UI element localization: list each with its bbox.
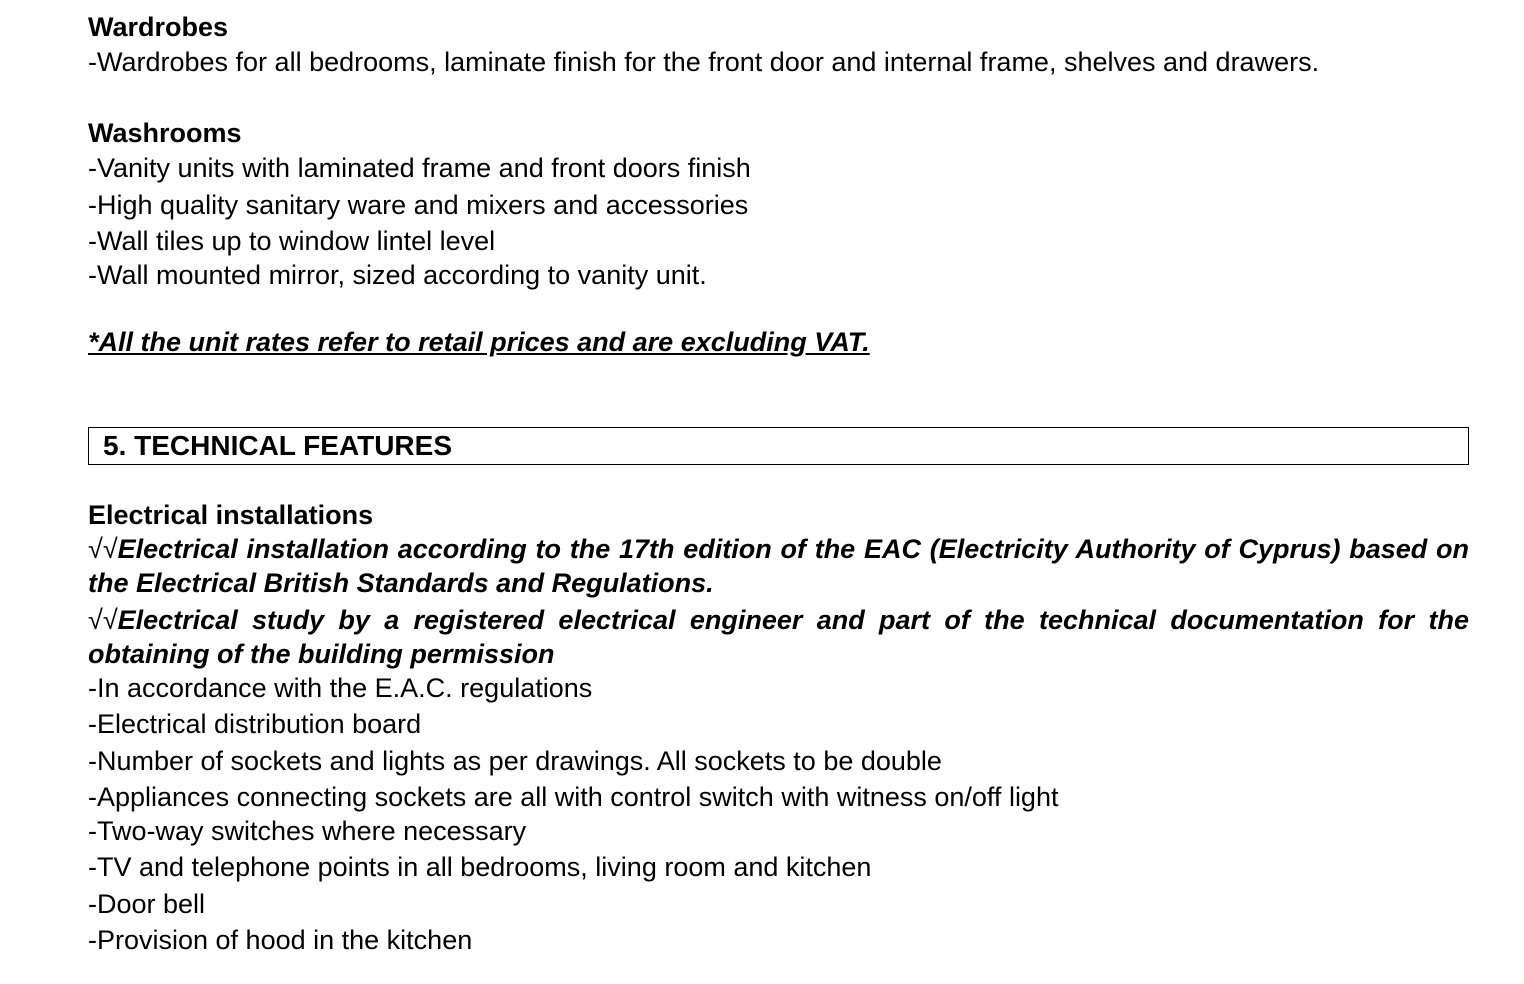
electrical-item: -Appliances connecting sockets are all with control switch with witness on/off light (88, 782, 1059, 812)
vat-notice: *All the unit rates refer to retail prices and are excluding VAT. (88, 327, 870, 357)
section-title: 5. TECHNICAL FEATURES (103, 430, 452, 461)
washrooms-item: -High quality sanitary ware and mixers and accessories (88, 190, 749, 220)
document-page (88, 0, 1469, 984)
electrical-item: -Two-way switches where necessary (88, 816, 527, 846)
checkmark-icon: √√ (88, 534, 118, 564)
electrical-heading: Electrical installations (88, 500, 374, 530)
wardrobes-heading: Wardrobes (88, 12, 229, 42)
electrical-item: -Electrical distribution board (88, 709, 422, 739)
electrical-item: -Number of sockets and lights as per drawings. All sockets to be double (88, 746, 942, 776)
electrical-paragraph-1-text: Electrical installation according to the 17th edition of the EAC (Electricity Authority of Cyprus) based on the Electrical British Standards and Regulations. (88, 534, 1469, 598)
electrical-paragraph-1 (88, 532, 1469, 600)
electrical-item: -In accordance with the E.A.C. regulations (88, 673, 593, 703)
electrical-item: -Door bell (88, 889, 206, 919)
wardrobes-description: -Wardrobes for all bedrooms, laminate finish for the front door and internal frame, shelves and drawers. (88, 47, 1320, 77)
checkmark-icon: √√ (88, 605, 118, 635)
washrooms-heading: Washrooms (88, 118, 242, 148)
washrooms-item: -Wall mounted mirror, sized according to vanity unit. (88, 260, 707, 290)
electrical-item: -TV and telephone points in all bedrooms, living room and kitchen (88, 852, 872, 882)
washrooms-item: -Vanity units with laminated frame and front doors finish (88, 153, 751, 183)
electrical-paragraph-2 (88, 603, 1469, 671)
electrical-paragraph-2-text: Electrical study by a registered electrical engineer and part of the technical documentation for the obtaining of the building permission (88, 605, 1469, 669)
electrical-item: -Provision of hood in the kitchen (88, 925, 473, 955)
washrooms-item: -Wall tiles up to window lintel level (88, 226, 496, 256)
section-header-box (88, 427, 1469, 465)
